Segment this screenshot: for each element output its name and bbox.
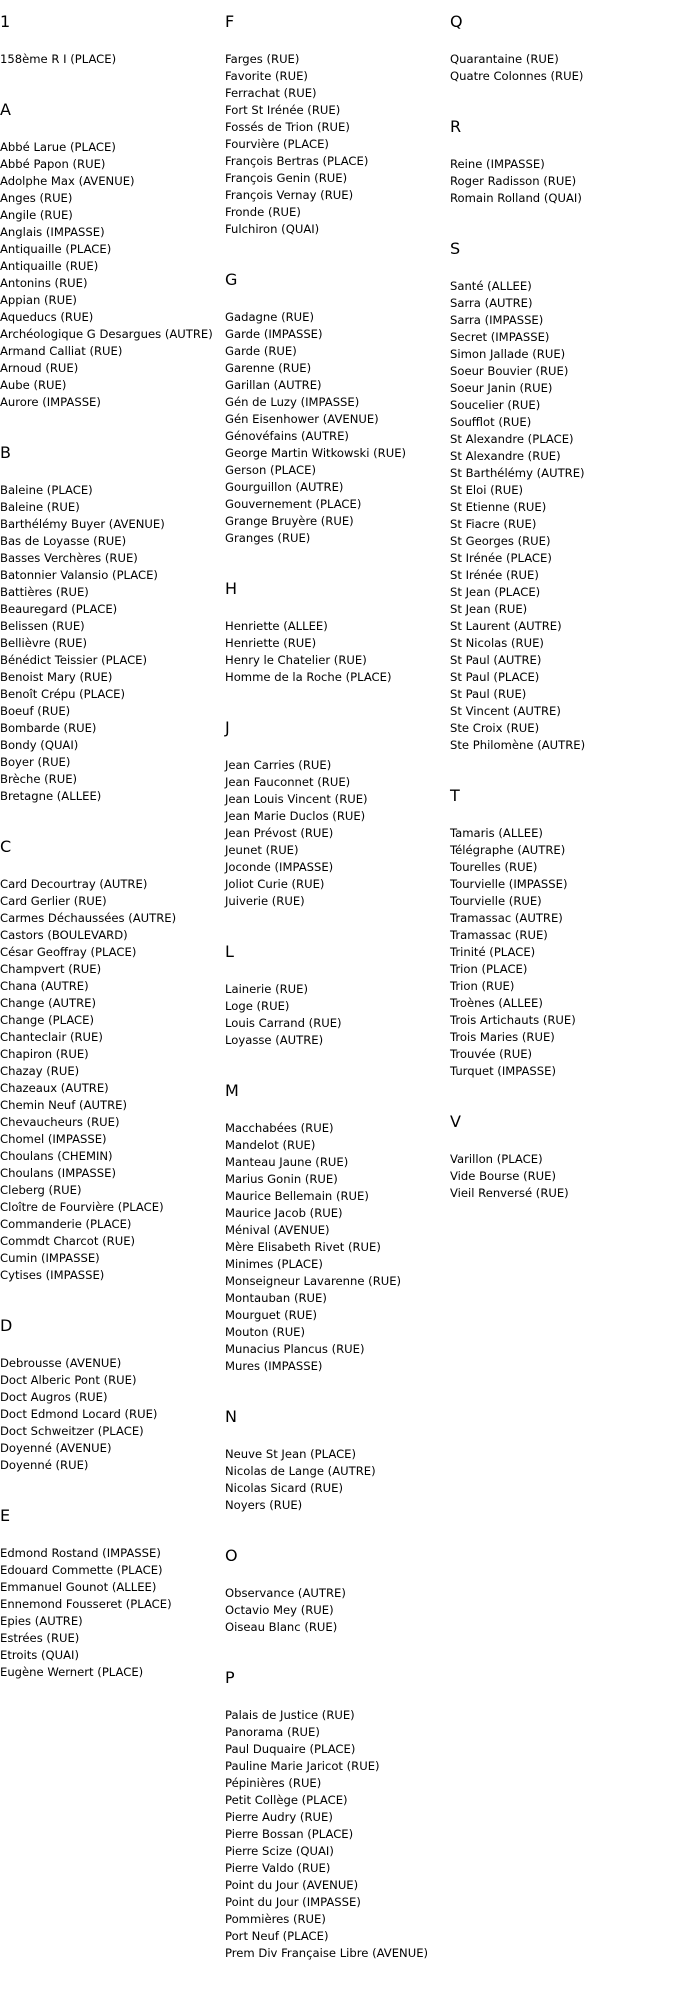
street-entry: Quatre Colonnes (RUE) — [450, 69, 584, 83]
street-entry: Fulchiron (QUAI) — [225, 222, 320, 236]
street-list — [225, 309, 445, 547]
street-entry: George Martin Witkowski (RUE) — [225, 446, 407, 460]
street-entry: Nicolas de Lange (AUTRE) — [225, 1464, 376, 1478]
street-entry: Secret (IMPASSE) — [450, 330, 550, 344]
street-entry: Chana (AUTRE) — [0, 979, 89, 993]
street-entry: Adolphe Max (AVENUE) — [0, 174, 135, 188]
street-entry: Juiverie (RUE) — [225, 894, 305, 908]
street-entry: François Genin (RUE) — [225, 171, 348, 185]
street-entry: Tramassac (AUTRE) — [450, 911, 563, 925]
street-entry: Benoît Crépu (PLACE) — [0, 687, 126, 701]
section-letter-heading: R — [450, 117, 462, 136]
street-entry: Etroits (QUAI) — [0, 1648, 79, 1662]
street-entry: Trion (RUE) — [450, 979, 515, 993]
street-entry: Cloître de Fourvière (PLACE) — [0, 1200, 164, 1214]
street-entry: Lainerie (RUE) — [225, 982, 308, 996]
street-entry: Trion (PLACE) — [450, 962, 528, 976]
street-entry: Octavio Mey (RUE) — [225, 1603, 334, 1617]
street-entry: Henry le Chatelier (RUE) — [225, 653, 367, 667]
street-list — [450, 51, 670, 85]
street-entry: Battières (RUE) — [0, 585, 89, 599]
letter-group — [225, 268, 445, 547]
street-entry: Doyenné (AVENUE) — [0, 1441, 112, 1455]
section-letter-heading: M — [225, 1081, 239, 1100]
street-entry: Neuve St Jean (PLACE) — [225, 1447, 357, 1461]
section-letter-heading: S — [450, 239, 461, 258]
section-letter-heading: B — [0, 443, 11, 462]
street-entry: Doyenné (RUE) — [0, 1458, 89, 1472]
street-list — [0, 1545, 220, 1681]
street-list — [0, 482, 220, 805]
letter-group — [0, 1504, 220, 1681]
street-entry: Brèche (RUE) — [0, 772, 78, 786]
street-entry: Louis Carrand (RUE) — [225, 1016, 342, 1030]
street-entry: Boyer (RUE) — [0, 755, 71, 769]
street-list — [225, 618, 445, 686]
street-list — [225, 1585, 445, 1636]
street-entry: Garde (IMPASSE) — [225, 327, 323, 341]
street-entry: Basses Verchères (RUE) — [0, 551, 138, 565]
letter-group — [225, 940, 445, 1049]
street-entry: St Eloi (RUE) — [450, 483, 524, 497]
street-entry: Mère Elisabeth Rivet (RUE) — [225, 1240, 381, 1254]
street-entry: Paul Duquaire (PLACE) — [225, 1742, 356, 1756]
street-entry: Soufflot (RUE) — [450, 415, 532, 429]
street-entry: Archéologique G Desargues (AUTRE) — [0, 327, 213, 341]
street-entry: Boeuf (RUE) — [0, 704, 71, 718]
street-entry: Petit Collège (PLACE) — [225, 1793, 348, 1807]
street-entry: Beauregard (PLACE) — [0, 602, 118, 616]
street-entry: Pierre Valdo (RUE) — [225, 1861, 331, 1875]
letter-group — [225, 716, 445, 910]
street-entry: Monseigneur Lavarenne (RUE) — [225, 1274, 402, 1288]
street-entry: Fort St Irénée (RUE) — [225, 103, 341, 117]
street-entry: Chazay (RUE) — [0, 1064, 80, 1078]
street-entry: Minimes (PLACE) — [225, 1257, 323, 1271]
street-entry: Prem Div Française Libre (AVENUE) — [225, 1946, 429, 1960]
street-entry: Trois Artichauts (RUE) — [450, 1013, 576, 1027]
street-entry: Armand Calliat (RUE) — [0, 344, 123, 358]
street-entry: Chevaucheurs (RUE) — [0, 1115, 120, 1129]
street-entry: Aube (RUE) — [0, 378, 67, 392]
street-entry: Bas de Loyasse (RUE) — [0, 534, 127, 548]
street-entry: Henriette (ALLEE) — [225, 619, 328, 633]
street-entry: Change (PLACE) — [0, 1013, 94, 1027]
section-letter-heading: V — [450, 1112, 461, 1131]
street-entry: Doct Edmond Locard (RUE) — [0, 1407, 158, 1421]
street-entry: Edouard Commette (PLACE) — [0, 1563, 163, 1577]
street-entry: St Georges (RUE) — [450, 534, 551, 548]
street-entry: Commanderie (PLACE) — [0, 1217, 132, 1231]
street-entry: Observance (AUTRE) — [225, 1586, 346, 1600]
street-list — [225, 757, 445, 910]
street-entry: Garde (RUE) — [225, 344, 297, 358]
section-letter-heading: H — [225, 579, 238, 598]
street-entry: Henriette (RUE) — [225, 636, 317, 650]
street-entry: Bellièvre (RUE) — [0, 636, 87, 650]
street-entry: Doct Schweitzer (PLACE) — [0, 1424, 144, 1438]
street-entry: Fourvière (PLACE) — [225, 137, 329, 151]
letter-group — [0, 98, 220, 411]
street-entry: Fronde (RUE) — [225, 205, 301, 219]
letter-group — [225, 1544, 445, 1636]
street-entry: Card Decourtray (AUTRE) — [0, 877, 148, 891]
street-entry: Barthélémy Buyer (AVENUE) — [0, 517, 165, 531]
street-entry: St Alexandre (RUE) — [450, 449, 561, 463]
street-entry: Ste Philomène (AUTRE) — [450, 738, 586, 752]
street-entry: Palais de Justice (RUE) — [225, 1708, 355, 1722]
street-entry: Anglais (IMPASSE) — [0, 225, 105, 239]
letter-group — [450, 115, 670, 207]
street-entry: Jean Prévost (RUE) — [225, 826, 334, 840]
street-entry: Batonnier Valansio (PLACE) — [0, 568, 158, 582]
street-entry: Pierre Audry (RUE) — [225, 1810, 333, 1824]
street-entry: Simon Jallade (RUE) — [450, 347, 566, 361]
section-letter-heading: D — [0, 1316, 13, 1335]
street-entry: Bondy (QUAI) — [0, 738, 79, 752]
street-entry: Granges (RUE) — [225, 531, 311, 545]
street-entry: Jean Fauconnet (RUE) — [225, 775, 351, 789]
street-entry: Baleine (PLACE) — [0, 483, 93, 497]
street-entry: Belissen (RUE) — [0, 619, 85, 633]
street-list — [450, 278, 670, 754]
street-entry: Vieil Renversé (RUE) — [450, 1186, 569, 1200]
street-entry: Antiquaille (RUE) — [0, 259, 99, 273]
street-entry: Trouvée (RUE) — [450, 1047, 533, 1061]
street-entry: Grange Bruyère (RUE) — [225, 514, 354, 528]
street-entry: Pommières (RUE) — [225, 1912, 326, 1926]
street-entry: César Geoffray (PLACE) — [0, 945, 137, 959]
letter-group — [0, 835, 220, 1284]
street-entry: Emmanuel Gounot (ALLEE) — [0, 1580, 157, 1594]
letter-group — [450, 10, 670, 85]
street-entry: Tourvielle (RUE) — [450, 894, 542, 908]
street-entry: Soeur Janin (RUE) — [450, 381, 553, 395]
street-entry: Antonins (RUE) — [0, 276, 88, 290]
street-entry: Farges (RUE) — [225, 52, 300, 66]
street-entry: Jeunet (RUE) — [225, 843, 299, 857]
street-entry: Munacius Plancus (RUE) — [225, 1342, 365, 1356]
street-entry: Choulans (CHEMIN) — [0, 1149, 113, 1163]
letter-group — [0, 441, 220, 805]
street-entry: Abbé Papon (RUE) — [0, 157, 106, 171]
street-entry: Trinité (PLACE) — [450, 945, 536, 959]
section-letter-heading: E — [0, 1506, 11, 1525]
street-list — [225, 1120, 445, 1375]
street-list — [225, 51, 445, 238]
street-entry: Estrées (RUE) — [0, 1631, 80, 1645]
street-entry: Génovéfains (AUTRE) — [225, 429, 349, 443]
section-letter-heading: Q — [450, 12, 463, 31]
street-entry: Trois Maries (RUE) — [450, 1030, 555, 1044]
letter-group — [450, 1110, 670, 1202]
street-entry: Pépinières (RUE) — [225, 1776, 322, 1790]
street-index-column — [450, 10, 670, 1232]
letter-group — [450, 237, 670, 754]
section-letter-heading: T — [450, 786, 460, 805]
letter-group — [225, 10, 445, 238]
letter-group — [225, 1079, 445, 1375]
street-entry: Marius Gonin (RUE) — [225, 1172, 338, 1186]
letter-group — [450, 784, 670, 1080]
street-entry: St Alexandre (PLACE) — [450, 432, 574, 446]
street-list — [0, 51, 220, 68]
street-entry: Mures (IMPASSE) — [225, 1359, 323, 1373]
street-entry: Panorama (RUE) — [225, 1725, 320, 1739]
street-entry: St Jean (RUE) — [450, 602, 528, 616]
street-entry: Tourelles (RUE) — [450, 860, 538, 874]
street-entry: Gouvernement (PLACE) — [225, 497, 362, 511]
street-entry: Tramassac (RUE) — [450, 928, 548, 942]
street-entry: Commdt Charcot (RUE) — [0, 1234, 136, 1248]
street-entry: Chazeaux (AUTRE) — [0, 1081, 109, 1095]
street-entry: Montauban (RUE) — [225, 1291, 327, 1305]
street-entry: Gerson (PLACE) — [225, 463, 316, 477]
street-entry: François Vernay (RUE) — [225, 188, 354, 202]
street-entry: Troènes (ALLEE) — [450, 996, 543, 1010]
street-entry: Pierre Bossan (PLACE) — [225, 1827, 354, 1841]
street-entry: St Jean (PLACE) — [450, 585, 541, 599]
street-entry: Champvert (RUE) — [0, 962, 102, 976]
street-entry: Varillon (PLACE) — [450, 1152, 543, 1166]
street-entry: Doct Alberic Pont (RUE) — [0, 1373, 137, 1387]
street-entry: Gén Eisenhower (AVENUE) — [225, 412, 379, 426]
street-entry: St Paul (PLACE) — [450, 670, 540, 684]
letter-group — [0, 1314, 220, 1474]
section-letter-heading: C — [0, 837, 12, 856]
street-entry: Macchabées (RUE) — [225, 1121, 334, 1135]
street-entry: Jean Marie Duclos (RUE) — [225, 809, 366, 823]
street-entry: St Irénée (PLACE) — [450, 551, 552, 565]
street-list — [0, 139, 220, 411]
street-entry: Carmes Déchaussées (AUTRE) — [0, 911, 177, 925]
street-list — [0, 876, 220, 1284]
street-entry: Loyasse (AUTRE) — [225, 1033, 324, 1047]
street-entry: Santé (ALLEE) — [450, 279, 532, 293]
street-entry: Eugène Wernert (PLACE) — [0, 1665, 144, 1679]
street-entry: Maurice Jacob (RUE) — [225, 1206, 343, 1220]
street-entry: Cumin (IMPASSE) — [0, 1251, 100, 1265]
street-entry: Chapiron (RUE) — [0, 1047, 89, 1061]
street-entry: St Irénée (RUE) — [450, 568, 539, 582]
street-entry: Aqueducs (RUE) — [0, 310, 94, 324]
street-entry: Aurore (IMPASSE) — [0, 395, 101, 409]
street-entry: Romain Rolland (QUAI) — [450, 191, 582, 205]
street-entry: Garillan (AUTRE) — [225, 378, 322, 392]
street-entry: Oiseau Blanc (RUE) — [225, 1620, 338, 1634]
letter-group — [225, 1405, 445, 1514]
street-entry: Card Gerlier (RUE) — [0, 894, 107, 908]
street-entry: Tourvielle (IMPASSE) — [450, 877, 568, 891]
street-entry: Télégraphe (AUTRE) — [450, 843, 566, 857]
section-letter-heading: P — [225, 1668, 235, 1687]
street-entry: Ménival (AVENUE) — [225, 1223, 330, 1237]
street-list — [450, 156, 670, 207]
street-entry: Fossés de Trion (RUE) — [225, 120, 350, 134]
street-entry: Anges (RUE) — [0, 191, 73, 205]
street-entry: Soucelier (RUE) — [450, 398, 541, 412]
street-entry: St Paul (RUE) — [450, 687, 527, 701]
street-list — [0, 1355, 220, 1474]
street-entry: Arnoud (RUE) — [0, 361, 79, 375]
street-entry: St Nicolas (RUE) — [450, 636, 544, 650]
street-entry: Joliot Curie (RUE) — [225, 877, 325, 891]
street-entry: Antiquaille (PLACE) — [0, 242, 112, 256]
street-entry: Turquet (IMPASSE) — [450, 1064, 556, 1078]
street-entry: Mourguet (RUE) — [225, 1308, 317, 1322]
street-entry: Ferrachat (RUE) — [225, 86, 317, 100]
street-index-column — [225, 10, 445, 1992]
street-entry: 158ème R I (PLACE) — [0, 52, 117, 66]
street-entry: Point du Jour (AVENUE) — [225, 1878, 359, 1892]
section-letter-heading: G — [225, 270, 238, 289]
street-list — [450, 1151, 670, 1202]
street-entry: Ennemond Fousseret (PLACE) — [0, 1597, 172, 1611]
street-entry: Bretagne (ALLEE) — [0, 789, 102, 803]
street-entry: Abbé Larue (PLACE) — [0, 140, 116, 154]
section-letter-heading: F — [225, 12, 235, 31]
street-entry: Cytises (IMPASSE) — [0, 1268, 105, 1282]
street-entry: Pierre Scize (QUAI) — [225, 1844, 334, 1858]
section-letter-heading: N — [225, 1407, 237, 1426]
street-list — [225, 1446, 445, 1514]
street-entry: Bombarde (RUE) — [0, 721, 97, 735]
street-entry: Debrousse (AVENUE) — [0, 1356, 122, 1370]
street-entry: Vide Bourse (RUE) — [450, 1169, 557, 1183]
street-entry: Favorite (RUE) — [225, 69, 308, 83]
street-entry: Mouton (RUE) — [225, 1325, 306, 1339]
street-entry: Baleine (RUE) — [0, 500, 80, 514]
street-entry: Angile (RUE) — [0, 208, 73, 222]
section-letter-heading: L — [225, 942, 234, 961]
street-entry: Homme de la Roche (PLACE) — [225, 670, 392, 684]
street-entry: Appian (RUE) — [0, 293, 77, 307]
letter-group — [225, 577, 445, 686]
street-entry: Gadagne (RUE) — [225, 310, 314, 324]
street-entry: St Fiacre (RUE) — [450, 517, 537, 531]
street-entry: Change (AUTRE) — [0, 996, 96, 1010]
street-entry: St Paul (AUTRE) — [450, 653, 542, 667]
letter-group — [0, 10, 220, 68]
street-list — [225, 1707, 445, 1962]
street-list — [225, 981, 445, 1049]
street-entry: Chomel (IMPASSE) — [0, 1132, 107, 1146]
street-entry: Epies (AUTRE) — [0, 1614, 83, 1628]
section-letter-heading: O — [225, 1546, 238, 1565]
street-entry: Point du Jour (IMPASSE) — [225, 1895, 361, 1909]
letter-group — [225, 1666, 445, 1962]
street-entry: François Bertras (PLACE) — [225, 154, 369, 168]
street-entry: Garenne (RUE) — [225, 361, 312, 375]
street-entry: Sarra (IMPASSE) — [450, 313, 544, 327]
street-entry: Tamaris (ALLEE) — [450, 826, 543, 840]
street-index-column — [0, 10, 220, 1711]
street-entry: Castors (BOULEVARD) — [0, 928, 128, 942]
street-entry: Choulans (IMPASSE) — [0, 1166, 116, 1180]
street-entry: Loge (RUE) — [225, 999, 290, 1013]
street-entry: Manteau Jaune (RUE) — [225, 1155, 349, 1169]
street-entry: Chanteclair (RUE) — [0, 1030, 103, 1044]
street-entry: Port Neuf (PLACE) — [225, 1929, 329, 1943]
street-entry: Noyers (RUE) — [225, 1498, 303, 1512]
street-entry: Gén de Luzy (IMPASSE) — [225, 395, 360, 409]
section-letter-heading: J — [225, 718, 230, 737]
street-entry: Cleberg (RUE) — [0, 1183, 82, 1197]
street-entry: Jean Carries (RUE) — [225, 758, 332, 772]
section-letter-heading: A — [0, 100, 11, 119]
street-entry: Ste Croix (RUE) — [450, 721, 540, 735]
street-entry: Doct Augros (RUE) — [0, 1390, 108, 1404]
street-entry: Soeur Bouvier (RUE) — [450, 364, 569, 378]
street-entry: Reine (IMPASSE) — [450, 157, 545, 171]
street-entry: Sarra (AUTRE) — [450, 296, 533, 310]
street-entry: Pauline Marie Jaricot (RUE) — [225, 1759, 380, 1773]
street-entry: Benoist Mary (RUE) — [0, 670, 113, 684]
street-entry: Jean Louis Vincent (RUE) — [225, 792, 368, 806]
section-letter-heading: 1 — [0, 12, 11, 31]
street-entry: Mandelot (RUE) — [225, 1138, 316, 1152]
street-entry: St Vincent (AUTRE) — [450, 704, 561, 718]
street-entry: Joconde (IMPASSE) — [225, 860, 334, 874]
street-entry: Chemin Neuf (AUTRE) — [0, 1098, 127, 1112]
street-entry: Edmond Rostand (IMPASSE) — [0, 1546, 161, 1560]
street-list — [450, 825, 670, 1080]
street-entry: St Laurent (AUTRE) — [450, 619, 562, 633]
street-entry: St Etienne (RUE) — [450, 500, 547, 514]
street-entry: Maurice Bellemain (RUE) — [225, 1189, 369, 1203]
street-entry: Quarantaine (RUE) — [450, 52, 559, 66]
street-entry: Roger Radisson (RUE) — [450, 174, 577, 188]
street-entry: St Barthélémy (AUTRE) — [450, 466, 585, 480]
street-entry: Bénédict Teissier (PLACE) — [0, 653, 148, 667]
street-entry: Nicolas Sicard (RUE) — [225, 1481, 343, 1495]
street-entry: Gourguillon (AUTRE) — [225, 480, 344, 494]
